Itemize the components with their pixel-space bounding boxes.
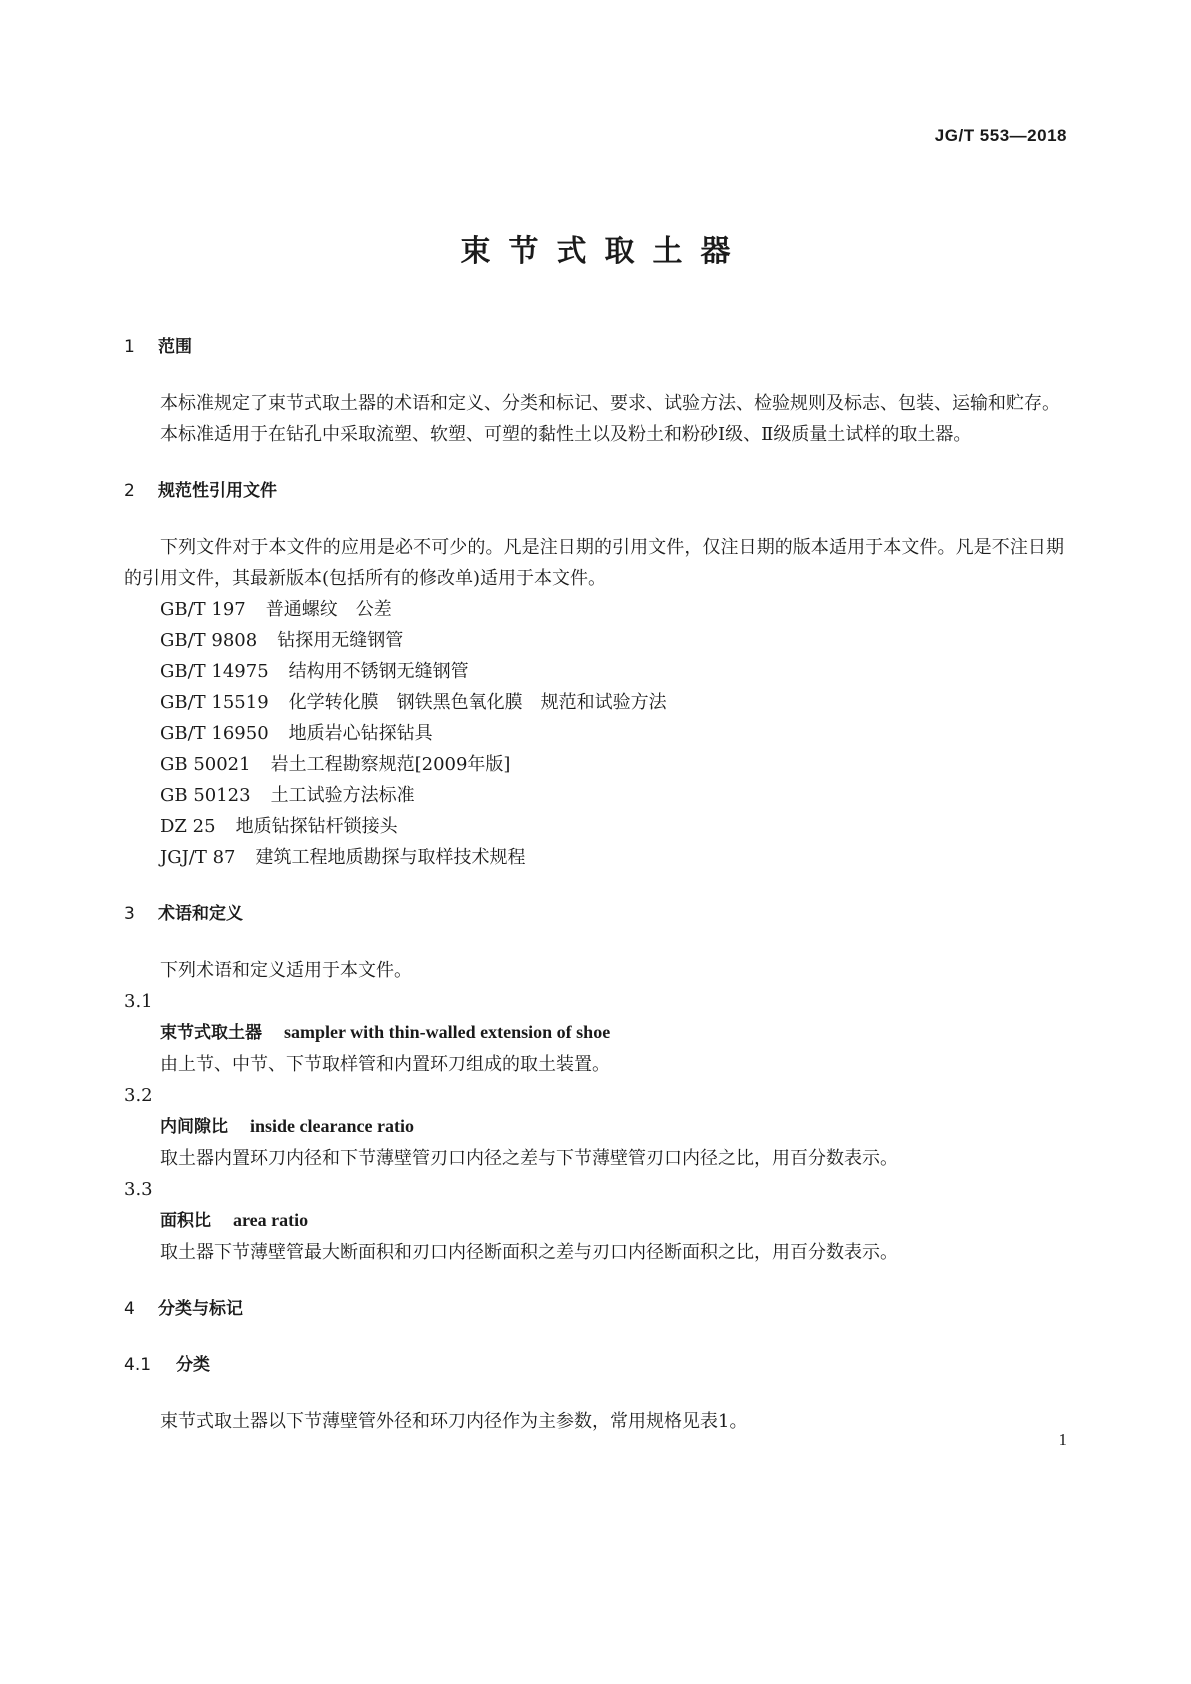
section-title: 术语和定义 (158, 904, 243, 924)
reference-list (124, 594, 1064, 873)
reference-item (124, 811, 1064, 842)
reference-item (124, 749, 1064, 780)
term-name-en: area ratio (233, 1210, 309, 1230)
term-name (124, 1205, 1064, 1237)
reference-name: 地质钻探钻杆锁接头 (235, 816, 398, 837)
subsection-number: 4.1 (124, 1355, 152, 1375)
page-number: 1 (1058, 1430, 1067, 1449)
reference-item (124, 687, 1064, 718)
term-number: 3.1 (124, 991, 153, 1012)
reference-code: GB 50123 (160, 785, 251, 806)
reference-code: GB 50021 (160, 754, 251, 775)
term-name-zh: 束节式取土器 (160, 1023, 262, 1043)
section-number: 3 (124, 904, 135, 924)
section-4-heading (124, 1294, 1064, 1324)
section-title: 分类与标记 (158, 1299, 243, 1319)
term-definition: 取土器内置环刀内径和下节薄壁管刃口内径之差与下节薄壁管刃口内径之比，用百分数表示。 (160, 1148, 898, 1169)
reference-item (124, 780, 1064, 811)
document-body (124, 332, 1064, 1437)
term-name (124, 1111, 1064, 1143)
scope-paragraph: 本标准规定了束节式取土器的术语和定义、分类和标记、要求、试验方法、检验规则及标志、包装、运输和贮存。 (160, 393, 1060, 414)
reference-item (124, 625, 1064, 656)
reference-code: GB/T 14975 (160, 661, 269, 682)
section-number: 2 (124, 481, 135, 501)
page-title: 束节式取土器 (460, 234, 749, 269)
term-name-zh: 面积比 (160, 1211, 211, 1231)
term-definition: 由上节、中节、下节取样管和内置环刀组成的取土装置。 (160, 1054, 610, 1075)
section-3-heading (124, 899, 1064, 929)
reference-name: 岩土工程勘察规范[2009年版] (270, 754, 511, 775)
reference-name: 钻探用无缝钢管 (277, 630, 404, 651)
section-number: 4 (124, 1299, 135, 1319)
term-name-en: inside clearance ratio (250, 1116, 414, 1136)
reference-name: 化学转化膜 钢铁黑色氧化膜 规范和试验方法 (288, 692, 667, 713)
reference-code: GB/T 9808 (160, 630, 258, 651)
reference-item (124, 656, 1064, 687)
section-2-heading (124, 476, 1064, 506)
subsection-title: 分类 (176, 1355, 210, 1375)
reference-code: DZ 25 (160, 816, 216, 837)
scope-paragraph: 本标准适用于在钻孔中采取流塑、软塑、可塑的黏性土以及粉土和粉砂Ⅰ级、Ⅱ级质量土试样的取土器。 (160, 424, 972, 445)
term-name (124, 1017, 1064, 1049)
standard-code: JG/T 553—2018 (934, 126, 1067, 145)
section-1-heading (124, 332, 1064, 362)
terms-intro: 下列术语和定义适用于本文件。 (160, 960, 412, 981)
reference-code: GB/T 15519 (160, 692, 269, 713)
term-definition: 取土器下节薄壁管最大断面积和刃口内径断面积之差与刃口内径断面积之比，用百分数表示。 (160, 1242, 898, 1263)
term-name-zh: 内间隙比 (160, 1117, 228, 1137)
reference-code: GB/T 197 (160, 599, 246, 620)
reference-name: 地质岩心钻探钻具 (288, 723, 433, 744)
section-title: 范围 (158, 337, 192, 357)
reference-code: JGJ/T 87 (160, 847, 236, 868)
section-number: 1 (124, 337, 135, 357)
reference-item (124, 842, 1064, 873)
reference-name: 土工试验方法标准 (270, 785, 415, 806)
subsection-4-1-heading (124, 1350, 1064, 1380)
references-intro: 下列文件对于本文件的应用是必不可少的。凡是注日期的引用文件，仅注日期的版本适用于本文件。凡是不注日期的引用文件，其最新版本(包括所有的修改单)适用于本文件。 (124, 537, 1064, 589)
reference-name: 建筑工程地质勘探与取样技术规程 (255, 847, 526, 868)
reference-item (124, 718, 1064, 749)
classification-paragraph: 束节式取土器以下节薄壁管外径和环刀内径作为主参数，常用规格见表1。 (160, 1411, 748, 1432)
term-name-en: sampler with thin-walled extension of shoe (284, 1022, 611, 1042)
reference-name: 结构用不锈钢无缝钢管 (288, 661, 469, 682)
section-title: 规范性引用文件 (158, 481, 277, 501)
term-number: 3.2 (124, 1085, 153, 1106)
reference-item (124, 594, 1064, 625)
reference-code: GB/T 16950 (160, 723, 269, 744)
term-number: 3.3 (124, 1179, 153, 1200)
reference-name: 普通螺纹 公差 (265, 599, 392, 620)
